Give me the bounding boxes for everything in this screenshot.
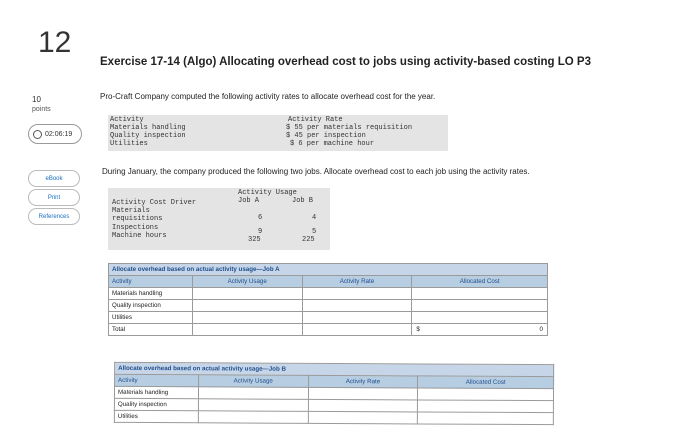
rate-input[interactable]	[302, 300, 412, 312]
rate-input[interactable]	[308, 399, 418, 412]
cost-input[interactable]	[418, 412, 554, 425]
col-cost: Allocated Cost	[418, 376, 554, 389]
question-number: 12	[38, 26, 72, 59]
usage-header-job-b: Job B	[292, 197, 314, 205]
print-button[interactable]: Print	[28, 189, 80, 206]
usage-row-driver: Materials requisitions	[112, 207, 163, 223]
row-label: Quality inspection	[114, 398, 198, 410]
cost-input[interactable]	[418, 388, 554, 401]
usage-header-driver: Activity Cost Driver	[112, 199, 197, 207]
usage-row-job-a: 6	[258, 214, 263, 222]
usage-input[interactable]	[198, 387, 308, 400]
rates-row-activity: Quality inspection	[110, 132, 186, 140]
usage-input[interactable]	[198, 411, 308, 424]
rates-row-activity: Utilities	[110, 140, 148, 148]
row-label: Utilities	[109, 312, 193, 324]
usage-header-group: Activity Usage	[238, 189, 297, 197]
total-value: 0	[539, 326, 543, 333]
usage-input[interactable]	[192, 300, 302, 312]
cost-input[interactable]	[418, 400, 554, 413]
job-a-allocation-table	[108, 263, 548, 336]
job-b-allocation-table	[114, 362, 554, 425]
january-text: During January, the company produced the following two jobs. Allocate overhead cost to each job using the activity rates.	[102, 167, 530, 176]
rate-input[interactable]	[308, 387, 418, 400]
col-rate: Activity Rate	[308, 375, 418, 388]
total-currency: $	[416, 326, 420, 333]
col-cost: Allocated Cost	[412, 276, 548, 288]
points-label: points	[32, 106, 51, 113]
rates-row-rate: $ 55 per materials requisition	[286, 124, 413, 132]
rates-header-activity: Activity	[110, 116, 144, 124]
rate-input[interactable]	[302, 288, 412, 300]
col-activity: Activity	[115, 374, 199, 386]
usage-input[interactable]	[192, 312, 302, 324]
timer	[28, 124, 82, 144]
usage-input[interactable]	[192, 288, 302, 300]
cost-input[interactable]	[412, 312, 548, 324]
activity-rates-table	[108, 115, 448, 151]
references-button[interactable]: References	[28, 208, 80, 225]
row-label: Materials handling	[109, 288, 193, 300]
clock-icon	[33, 130, 42, 139]
usage-row-job-b: 225	[302, 236, 315, 244]
usage-row-driver: Inspections	[112, 224, 159, 232]
usage-row-driver: Machine hours	[112, 232, 167, 240]
usage-input[interactable]	[198, 399, 308, 412]
exercise-title: Exercise 17-14 (Algo) Allocating overhead cost to jobs using activity-based costing LO P3	[100, 56, 592, 68]
usage-row-job-b: 4	[312, 214, 317, 222]
usage-header-job-a: Job A	[238, 197, 260, 205]
cost-input[interactable]	[412, 288, 548, 300]
rates-row-rate: $ 45 per inspection	[286, 132, 366, 140]
job-b-caption: Allocate overhead based on actual activity usage—Job B	[115, 362, 554, 376]
ebook-button[interactable]: eBook	[28, 170, 80, 187]
usage-row-job-a: 9	[258, 228, 263, 236]
total-cost	[412, 324, 548, 336]
total-blank	[192, 324, 302, 336]
rates-header-rate: Activity Rate	[288, 116, 343, 124]
row-label: Utilities	[114, 410, 198, 422]
activity-usage-table	[108, 188, 330, 250]
usage-row-job-a: 325	[248, 236, 261, 244]
rates-row-rate: $ 6 per machine hour	[290, 140, 375, 148]
cost-input[interactable]	[412, 300, 548, 312]
col-rate: Activity Rate	[302, 276, 412, 288]
row-label: Total	[109, 324, 193, 336]
rate-input[interactable]	[308, 411, 418, 424]
total-blank	[302, 324, 412, 336]
rate-input[interactable]	[302, 312, 412, 324]
row-label: Quality inspection	[109, 300, 193, 312]
col-activity: Activity	[109, 276, 193, 288]
col-usage: Activity Usage	[198, 375, 308, 388]
usage-row-job-b: 5	[312, 228, 317, 236]
points-value: 10	[32, 95, 41, 104]
row-label: Materials handling	[114, 386, 198, 398]
intro-text: Pro-Craft Company computed the following activity rates to allocate overhead cost for the year.	[100, 92, 436, 101]
timer-text: 02:06:19	[45, 130, 73, 138]
col-usage: Activity Usage	[192, 276, 302, 288]
rates-row-activity: Materials handling	[110, 124, 186, 132]
job-a-caption: Allocate overhead based on actual activity usage—Job A	[109, 264, 548, 276]
